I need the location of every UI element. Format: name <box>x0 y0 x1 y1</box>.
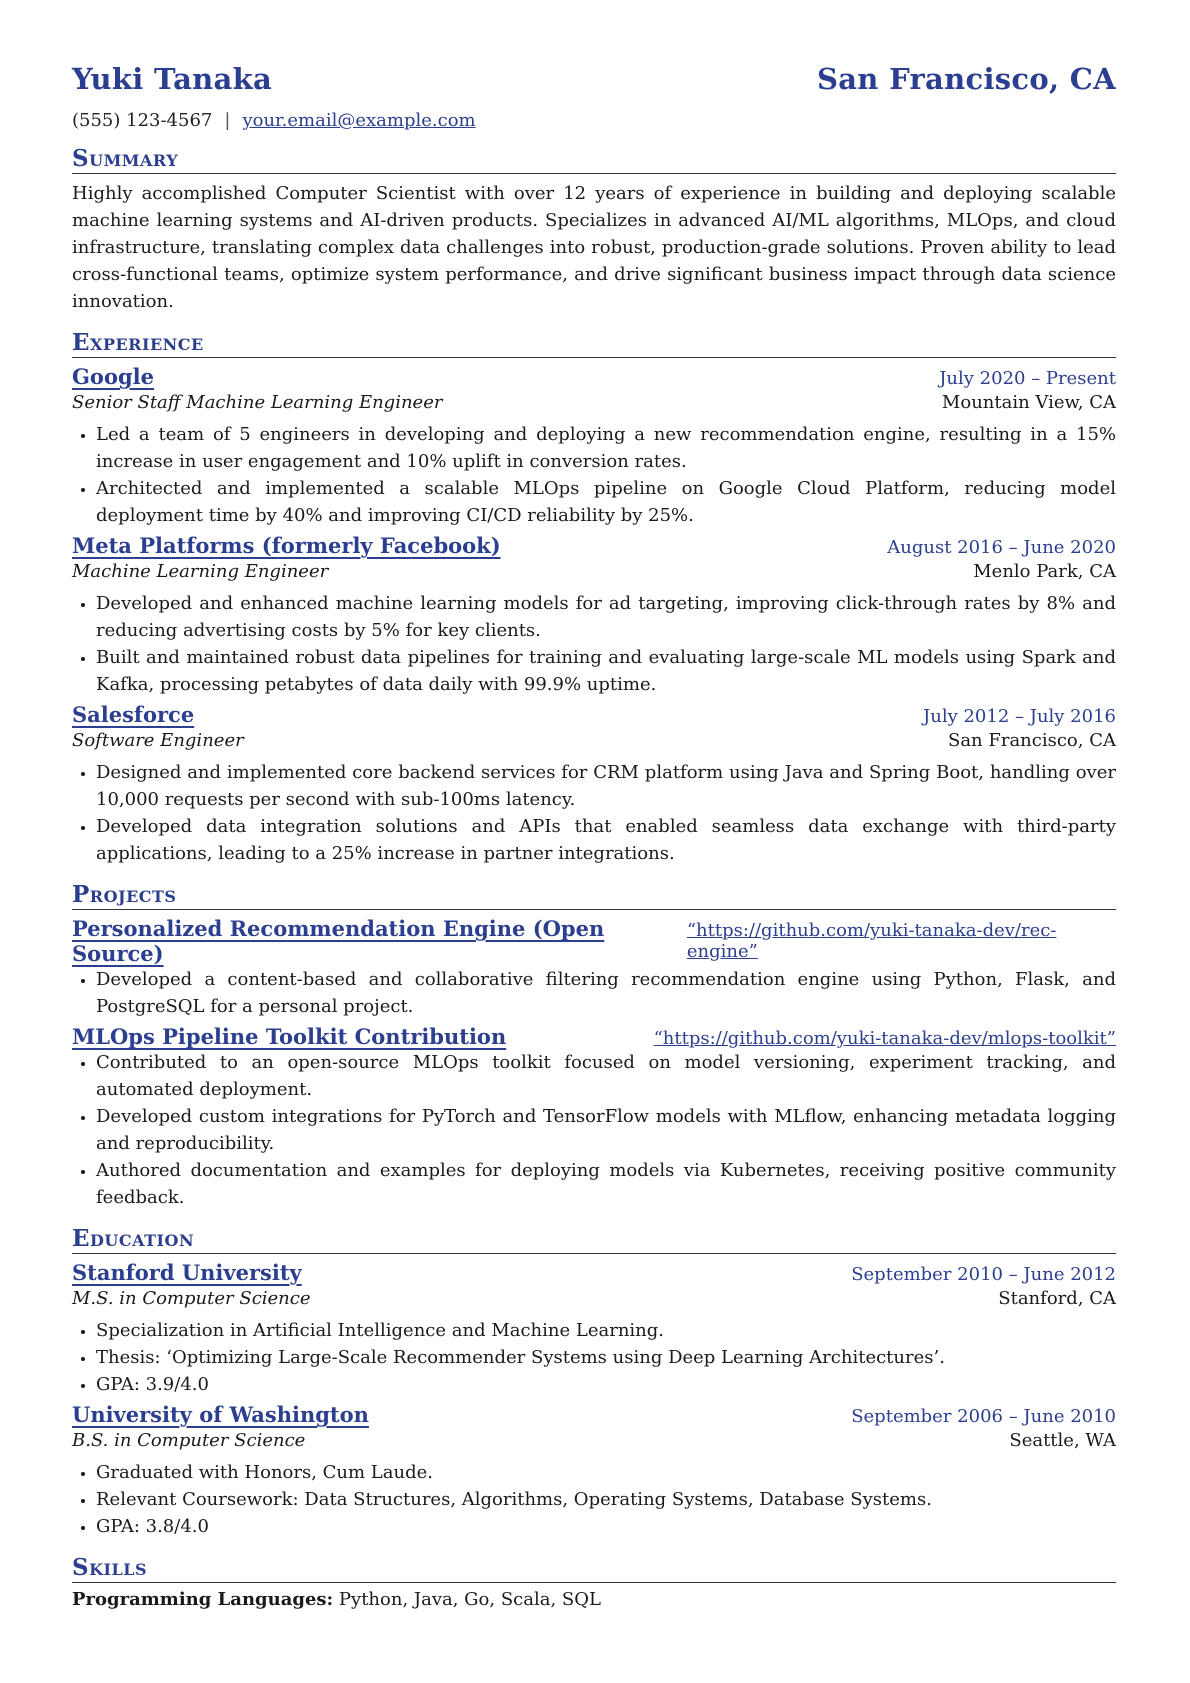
list-item: • GPA: 3.9/4.0 <box>96 1371 1116 1398</box>
school-location: Stanford, CA <box>998 1288 1116 1309</box>
candidate-name: Yuki Tanaka <box>72 62 273 96</box>
company-link-meta[interactable]: Meta Platforms (formerly Facebook) <box>72 533 501 558</box>
list-item: • Specialization in Artificial Intelligence and Machine Learning. <box>96 1317 1116 1344</box>
school-link-stanford[interactable]: Stanford University <box>72 1260 302 1285</box>
company-link-salesforce[interactable]: Salesforce <box>72 702 195 727</box>
summary-heading: Summary <box>72 145 1116 174</box>
summary-text: Highly accomplished Computer Scientist with over 12 years of experience in building and deploying scalable machine learning systems and AI-driven products. Specializes in advanced AI/ML algorithms, MLOps, and cloud infrastructure, translating complex data challenges into robust, production-grade solutions. Proven ability to lead cross-functional teams, optimize system performance, and drive significant business impact through data science innovation. <box>72 183 1116 312</box>
list-item: • Developed data integration solutions and APIs that enabled seamless data exchange with third-party applications, leading to a 25% increase in partner integrations. <box>96 813 1116 867</box>
education-entry-stanford <box>72 1260 1116 1398</box>
experience-bullets <box>72 590 1116 698</box>
skills-heading: Skills <box>72 1554 1116 1583</box>
email-link[interactable]: your.email@example.com <box>242 110 476 131</box>
experience-entry-google <box>72 364 1116 529</box>
projects-section <box>72 881 1116 1211</box>
list-item: • Designed and implemented core backend services for CRM platform using Java and Spring Boot, handling over 10,000 requests per second with sub-100ms latency. <box>96 759 1116 813</box>
list-item: • Architected and implemented a scalable MLOps pipeline on Google Cloud Platform, reducing model deployment time by 40% and improving CI/CD reliability by 25%. <box>96 475 1116 529</box>
experience-bullets <box>72 421 1116 529</box>
project-link-mlops-toolkit[interactable]: MLOps Pipeline Toolkit Contribution <box>72 1024 507 1049</box>
list-item: • Developed a content-based and collaborative filtering recommendation engine using Python, Flask, and PostgreSQL for a personal project. <box>96 966 1116 1020</box>
list-item: • Contributed to an open-source MLOps toolkit focused on model versioning, experiment tracking, and automated deployment. <box>96 1049 1116 1103</box>
experience-dates: July 2012 – July 2016 <box>923 706 1116 727</box>
list-item: • Thesis: ‘Optimizing Large-Scale Recommender Systems using Deep Learning Architectures’. <box>96 1344 1116 1371</box>
school-link-uw[interactable]: University of Washington <box>72 1402 369 1427</box>
education-heading: Education <box>72 1225 1116 1254</box>
education-dates: September 2006 – June 2010 <box>851 1406 1116 1427</box>
experience-dates: July 2020 – Present <box>939 368 1116 389</box>
degree: B.S. in Computer Science <box>72 1430 306 1451</box>
experience-dates: August 2016 – June 2020 <box>887 537 1116 558</box>
project-entry-mlops-toolkit <box>72 1024 1116 1211</box>
contact-separator: | <box>224 110 231 131</box>
list-item: • Graduated with Honors, Cum Laude. <box>96 1459 1116 1486</box>
job-location: Menlo Park, CA <box>973 561 1116 582</box>
list-item: • Led a team of 5 engineers in developing and deploying a new recommendation engine, resulting in a 15% increase in user engagement and 10% uplift in conversion rates. <box>96 421 1116 475</box>
education-bullets <box>72 1317 1116 1398</box>
job-location: Mountain View, CA <box>941 392 1116 413</box>
project-bullets <box>72 1049 1116 1211</box>
project-url-mlops-toolkit[interactable]: “https://github.com/yuki-tanaka-dev/mlops-toolkit” <box>653 1028 1116 1049</box>
school-location: Seattle, WA <box>1009 1430 1116 1451</box>
list-item: • Developed and enhanced machine learning models for ad targeting, improving click-through rates by 8% and reducing advertising costs by 5% for key clients. <box>96 590 1116 644</box>
project-url-rec-engine[interactable]: “https://github.com/yuki-tanaka-dev/rec-engine” <box>686 920 1057 962</box>
education-entry-uw <box>72 1402 1116 1540</box>
project-entry-rec-engine <box>72 916 1116 1020</box>
education-bullets <box>72 1459 1116 1540</box>
experience-bullets <box>72 759 1116 867</box>
contact-line <box>72 110 1116 131</box>
job-title: Machine Learning Engineer <box>72 561 329 582</box>
skills-value: Python, Java, Go, Scala, SQL <box>333 1589 601 1610</box>
experience-entry-meta <box>72 533 1116 698</box>
resume-header <box>72 62 1116 96</box>
skills-section <box>72 1554 1116 1610</box>
list-item: • Authored documentation and examples for deploying models via Kubernetes, receiving positive community feedback. <box>96 1157 1116 1211</box>
list-item: • Relevant Coursework: Data Structures, Algorithms, Operating Systems, Database Systems. <box>96 1486 1116 1513</box>
skills-label: Programming Languages: <box>72 1589 334 1610</box>
company-link-google[interactable]: Google <box>72 364 154 389</box>
experience-entry-salesforce <box>72 702 1116 867</box>
degree: M.S. in Computer Science <box>72 1288 311 1309</box>
skills-line <box>72 1589 1116 1610</box>
list-item: • GPA: 3.8/4.0 <box>96 1513 1116 1540</box>
project-link-rec-engine[interactable]: Personalized Recommendation Engine (Open Source) <box>72 916 605 966</box>
education-section <box>72 1225 1116 1540</box>
phone-number: (555) 123-4567 <box>72 110 213 131</box>
project-bullets <box>72 966 1116 1020</box>
job-title: Senior Staff Machine Learning Engineer <box>72 392 443 413</box>
experience-section <box>72 329 1116 867</box>
education-dates: September 2010 – June 2012 <box>851 1264 1116 1285</box>
experience-heading: Experience <box>72 329 1116 358</box>
job-title: Software Engineer <box>72 730 244 751</box>
job-location: San Francisco, CA <box>947 730 1116 751</box>
candidate-location: San Francisco, CA <box>816 62 1116 96</box>
summary-section <box>72 145 1116 315</box>
list-item: • Built and maintained robust data pipelines for training and evaluating large-scale ML models using Spark and Kafka, processing petabytes of data daily with 99.9% uptime. <box>96 644 1116 698</box>
list-item: • Developed custom integrations for PyTorch and TensorFlow models with MLflow, enhancing metadata logging and reproducibility. <box>96 1103 1116 1157</box>
projects-heading: Projects <box>72 881 1116 910</box>
